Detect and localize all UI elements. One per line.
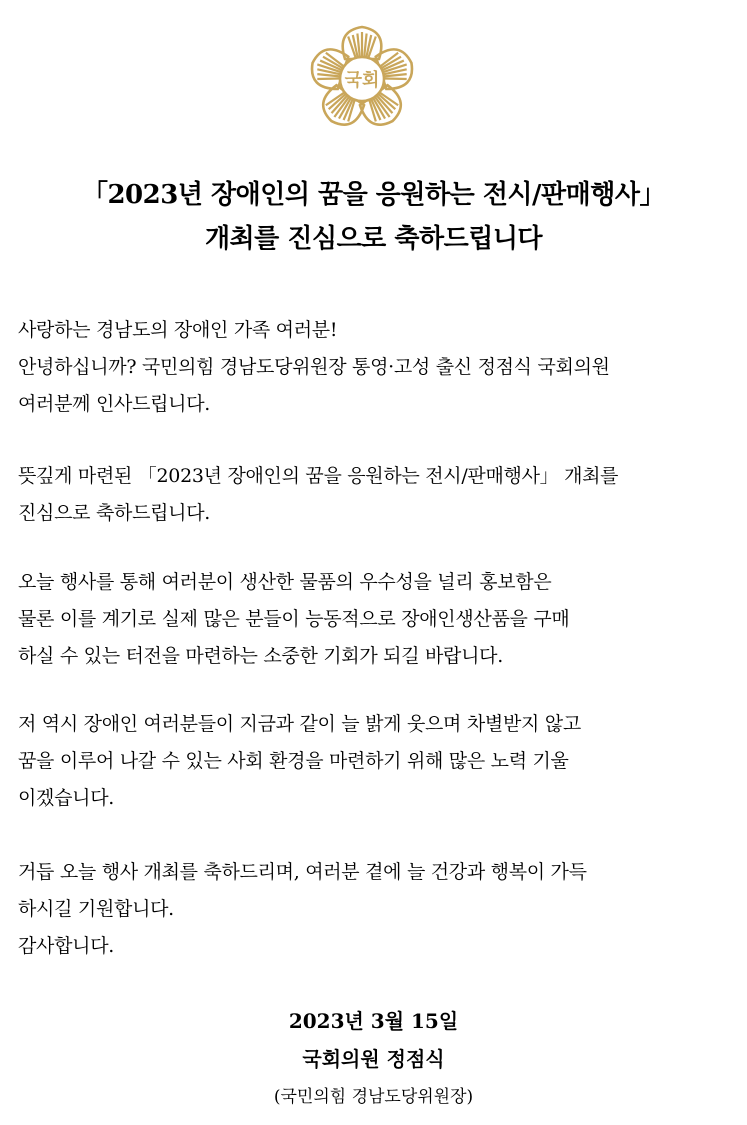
seal-emblem [310,27,414,132]
paragraph-line: 하시길 기원합니다. [18,898,174,920]
paragraph-line: 뜻깊게 마련된 「2023년 장애인의 꿈을 응원하는 전시/판매행사」 개최를 [18,465,619,487]
seal-text: 국회 [344,70,380,91]
paragraph-line: 안녕하십니까? 국민의힘 경남도당위원장 통영·고성 출신 정점식 국회의원 [18,356,610,378]
paragraph-commitment [18,706,724,817]
paragraph-line: 진심으로 축하드립니다. [18,502,211,524]
signature-role: (국민의힘 경남도당위원장) [273,1087,474,1107]
signature-date: 2023년 3월 15일 [288,1009,459,1033]
paragraph-greeting [18,312,724,423]
paragraph-line: 하실 수 있는 터전을 마련하는 소중한 기회가 되길 바랍니다. [18,645,503,667]
paragraph-line: 꿈을 이루어 나갈 수 있는 사회 환경을 마련하기 위해 많은 노력 기울 [18,750,569,772]
paragraph-closing-wishes [18,854,724,965]
signature-name: 국회의원 정점식 [302,1047,445,1071]
paragraph-line: 감사합니다. [18,935,115,957]
national-assembly-seal [310,24,414,134]
paragraph-congratulation [18,458,724,532]
paragraph-line: 물론 이를 계기로 실제 많은 분들이 능동적으로 장애인생산품을 구매 [18,608,570,630]
paragraph-event-purpose [18,564,724,675]
paragraph-line: 사랑하는 경남도의 장애인 가족 여러분! [18,319,338,341]
page-title-line-1: 「2023년 장애인의 꿈을 응원하는 전시/판매행사」 [81,180,666,210]
paragraph-line: 여러분께 인사드립니다. [18,393,211,415]
seal-petal [343,27,382,59]
paragraph-line: 이겠습니다. [18,787,115,809]
paragraph-line: 거듭 오늘 행사 개최를 축하드리며, 여러분 곁에 늘 건강과 행복이 가득 [18,861,587,883]
paragraph-line: 오늘 행사를 통해 여러분이 생산한 물품의 우수성을 널리 홍보함은 [18,571,552,593]
page-title-line-2: 개최를 진심으로 축하드립니다 [204,224,543,254]
paragraph-line: 저 역시 장애인 여러분들이 지금과 같이 늘 밝게 웃으며 차별받지 않고 [18,713,581,735]
